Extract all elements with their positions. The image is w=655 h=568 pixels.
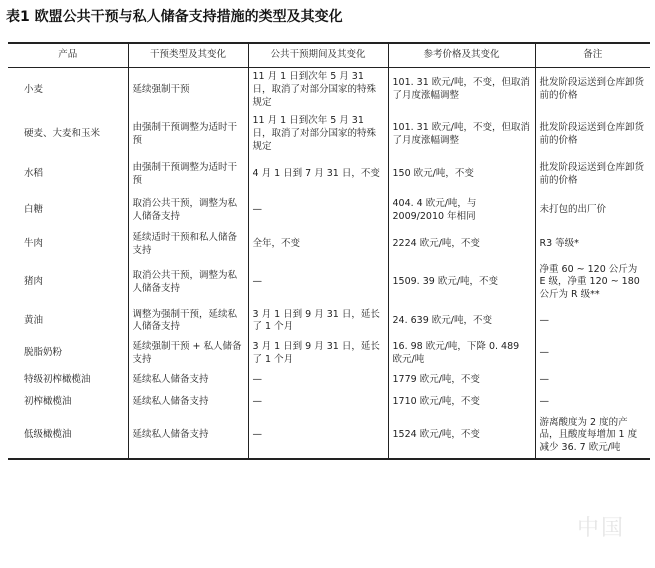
cell-remarks: 批发阶段运送到仓库卸货前的价格	[535, 68, 650, 113]
cell-intervention-period: —	[248, 392, 388, 414]
cell-intervention-period: 3 月 1 日到 9 月 31 日，延长了 1 个月	[248, 305, 388, 338]
watermark: 中国	[576, 516, 625, 541]
table-row	[8, 370, 650, 392]
cell-intervention-type: 取消公共干预，调整为私人储备支持	[128, 193, 248, 229]
cell-product: 小麦	[24, 83, 44, 95]
cell-product: 水稻	[24, 168, 44, 180]
cell-reference-price: 24. 639 欧元/吨，不变	[388, 305, 535, 338]
header-reference-price: 参考价格及其变化	[388, 43, 535, 68]
table-row	[8, 68, 650, 113]
cell-reference-price: 1710 欧元/吨，不变	[388, 392, 535, 414]
table-row	[8, 193, 650, 229]
cell-reference-price: 2224 欧元/吨，不变	[388, 229, 535, 261]
cell-remarks: 游离酸度为 2 度的产品，且酸度每增加 1 度减少 36. 7 欧元/吨	[535, 414, 650, 459]
cell-intervention-period: —	[248, 193, 388, 229]
cell-reference-price: 101. 31 欧元/吨，不变，但取消了月度涨幅调整	[388, 112, 535, 156]
cell-intervention-type: 延续适时干预和私人储备支持	[128, 229, 248, 261]
cell-intervention-period: 11 月 1 日到次年 5 月 31 日，取消了对部分国家的特殊规定	[248, 112, 388, 156]
cell-intervention-type: 延续强制干预 + 私人储备支持	[128, 338, 248, 370]
cell-intervention-type: 调整为强制干预，延续私人储备支持	[128, 305, 248, 338]
table-row	[8, 157, 650, 193]
cell-reference-price: 1524 欧元/吨，不变	[388, 414, 535, 459]
cell-reference-price: 1509. 39 欧元/吨，不变	[388, 261, 535, 305]
cell-remarks: 批发阶段运送到仓库卸货前的价格	[535, 157, 650, 193]
header-row	[8, 43, 650, 68]
cell-reference-price: 150 欧元/吨，不变	[388, 157, 535, 193]
header-intervention-type: 干预类型及其变化	[128, 43, 248, 68]
table-title: 表1 欧盟公共干预与私人储备支持措施的类型及其变化	[6, 9, 343, 25]
cell-reference-price: 101. 31 欧元/吨，不变，但取消了月度涨幅调整	[388, 68, 535, 113]
cell-product: 猪肉	[24, 276, 44, 288]
cell-remarks: —	[535, 305, 650, 338]
cell-intervention-period: 11 月 1 日到次年 5 月 31 日，取消了对部分国家的特殊规定	[248, 68, 388, 113]
cell-reference-price: 404. 4 欧元/吨，与 2009/2010 年相同	[388, 193, 535, 229]
cell-intervention-period: —	[248, 414, 388, 459]
table-row	[8, 414, 650, 459]
cell-product: 特级初榨橄榄油	[24, 374, 91, 386]
cell-reference-price: 1779 欧元/吨，不变	[388, 370, 535, 392]
cell-intervention-period: 全年，不变	[248, 229, 388, 261]
cell-intervention-type: 由强制干预调整为适时干预	[128, 157, 248, 193]
cell-intervention-period: 3 月 1 日到 9 月 31 日，延长了 1 个月	[248, 338, 388, 370]
cell-product: 初榨橄榄油	[24, 396, 72, 408]
cell-product: 低级橄榄油	[8, 414, 128, 459]
table-row	[8, 392, 650, 414]
cell-intervention-type: 延续私人储备支持	[128, 414, 248, 459]
cell-intervention-type: 延续强制干预	[128, 68, 248, 113]
table-row	[8, 338, 650, 370]
cell-intervention-type: 由强制干预调整为适时干预	[128, 112, 248, 156]
cell-intervention-period: —	[248, 261, 388, 305]
cell-product: 白糖	[24, 204, 44, 216]
cell-product: 硬麦、大麦和玉米	[24, 128, 101, 140]
cell-remarks: 未打包的出厂价	[535, 193, 650, 229]
cell-intervention-type: 延续私人储备支持	[128, 392, 248, 414]
header-remarks: 备注	[535, 43, 650, 68]
cell-product: 黄油	[24, 315, 44, 327]
cell-remarks: 净重 60 ~ 120 公斤为 E 级，净重 120 ~ 180 公斤为 R 级**	[535, 261, 650, 305]
cell-reference-price: 16. 98 欧元/吨，下降 0. 489 欧元/吨	[388, 338, 535, 370]
header-intervention-period: 公共干预期间及其变化	[248, 43, 388, 68]
cell-product: 脱脂奶粉	[24, 347, 63, 359]
cell-remarks: R3 等级*	[535, 229, 650, 261]
cell-intervention-period: —	[248, 370, 388, 392]
header-product: 产品	[8, 43, 128, 68]
cell-remarks: —	[535, 338, 650, 370]
cell-remarks: —	[535, 392, 650, 414]
table-row	[8, 112, 650, 156]
table-row	[8, 305, 650, 338]
cell-intervention-type: 延续私人储备支持	[128, 370, 248, 392]
policy-table	[8, 42, 650, 460]
cell-remarks: —	[535, 370, 650, 392]
cell-intervention-type: 取消公共干预，调整为私人储备支持	[128, 261, 248, 305]
table-row	[8, 261, 650, 305]
cell-intervention-period: 4 月 1 日到 7 月 31 日，不变	[248, 157, 388, 193]
cell-remarks: 批发阶段运送到仓库卸货前的价格	[535, 112, 650, 156]
table-row	[8, 229, 650, 261]
cell-product: 牛肉	[24, 238, 44, 250]
